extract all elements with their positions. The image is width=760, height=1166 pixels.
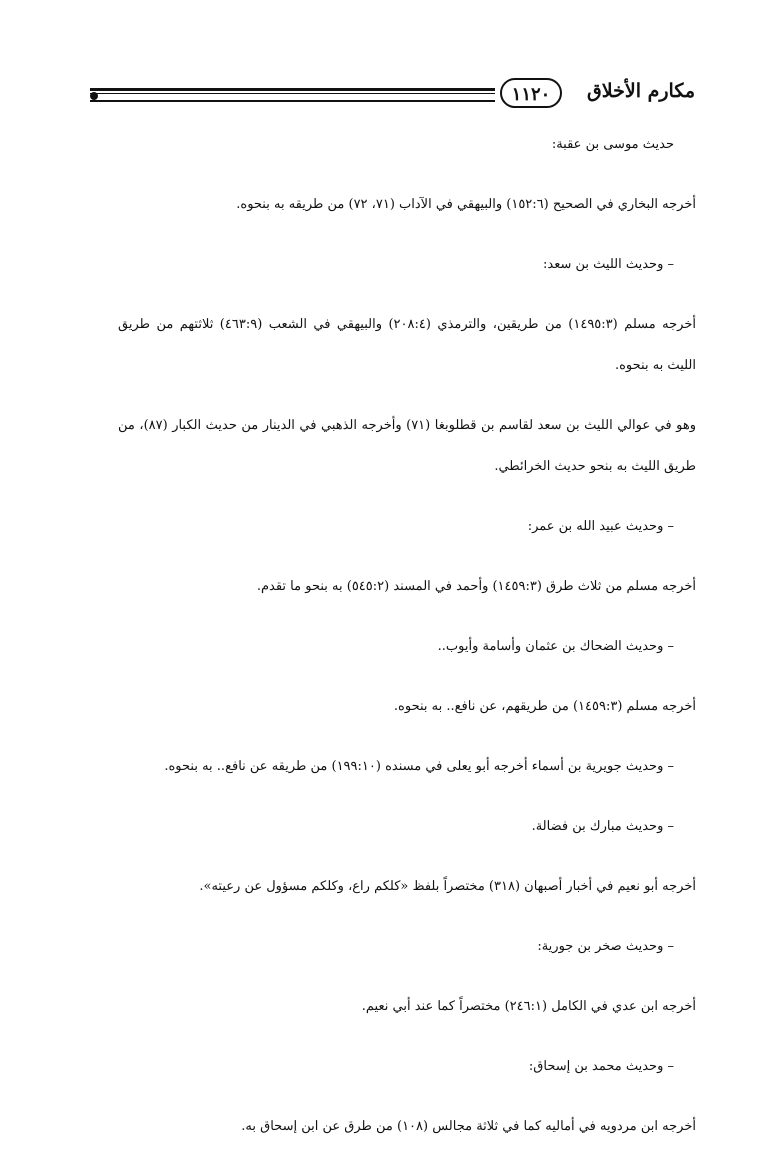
paragraph: – وحديث جويرية بن أسماء أخرجه أبو يعلى في مسنده (١٩٩:١٠) من طريقه عن نافع.. به بنحوه. — [164, 759, 674, 774]
paragraph: – وحديث مبارك بن فضالة. — [531, 819, 674, 834]
paragraph: – وحديث محمد بن إسحاق: — [528, 1059, 674, 1074]
paragraph: أخرجه ابن مردويه في أماليه كما في ثلاثة مجالس (١٠٨) من طرق عن ابن إسحاق به. — [241, 1119, 696, 1134]
page-header — [90, 74, 695, 114]
header-rule — [90, 88, 495, 102]
paragraph: أخرجه مسلم من ثلاث طرق (١٤٥٩:٣) وأحمد في المسند (٥٤٥:٢) به بنحو ما تقدم. — [256, 579, 696, 594]
paragraph: أخرجه أبو نعيم في أخبار أصبهان (٣١٨) مختصراً بلفظ «كلكم راع، وكلكم مسؤول عن رعيته». — [199, 879, 696, 894]
paragraph: حديث موسى بن عقبة: — [551, 137, 674, 152]
paragraph: – وحديث الليث بن سعد: — [543, 257, 674, 272]
paragraph: – وحديث عبيد الله بن عمر: — [527, 519, 674, 534]
paragraph: – وحديث صخر بن جورية: — [537, 939, 674, 954]
running-title: مكارم الأخلاق — [587, 80, 695, 102]
paragraph: وهو في عوالي الليث بن سعد لقاسم بن قطلوبغا (٧١) وأخرجه الذهبي في الدينار من حديث الكبار (٨٧)، من طريق الليث به بنحو حديث الخرائطي. — [118, 418, 696, 474]
paragraph: أخرجه مسلم (١٤٥٩:٣) من طريقهم، عن نافع.. به بنحوه. — [393, 699, 696, 714]
paragraph: – وحديث الضحاك بن عثمان وأسامة وأيوب.. — [437, 639, 674, 654]
paragraph: أخرجه مسلم (١٤٩٥:٣) من طريقين، والترمذي (٢٠٨:٤) والبيهقي في الشعب (٤٦٣:٩) ثلاثتهم من طريق الليث به بنحوه. — [118, 317, 696, 373]
header-rule-ornament — [90, 92, 98, 100]
paragraph: أخرجه البخاري في الصحيح (١٥٢:٦) والبيهقي في الآداب (٧١، ٧٢) من طريقه به بنحوه. — [236, 197, 696, 212]
page-number: ١١٢٠ — [500, 78, 562, 108]
paragraph: أخرجه ابن عدي في الكامل (٢٤٦:١) مختصراً كما عند أبي نعيم. — [361, 999, 696, 1014]
page-body — [118, 124, 696, 1166]
